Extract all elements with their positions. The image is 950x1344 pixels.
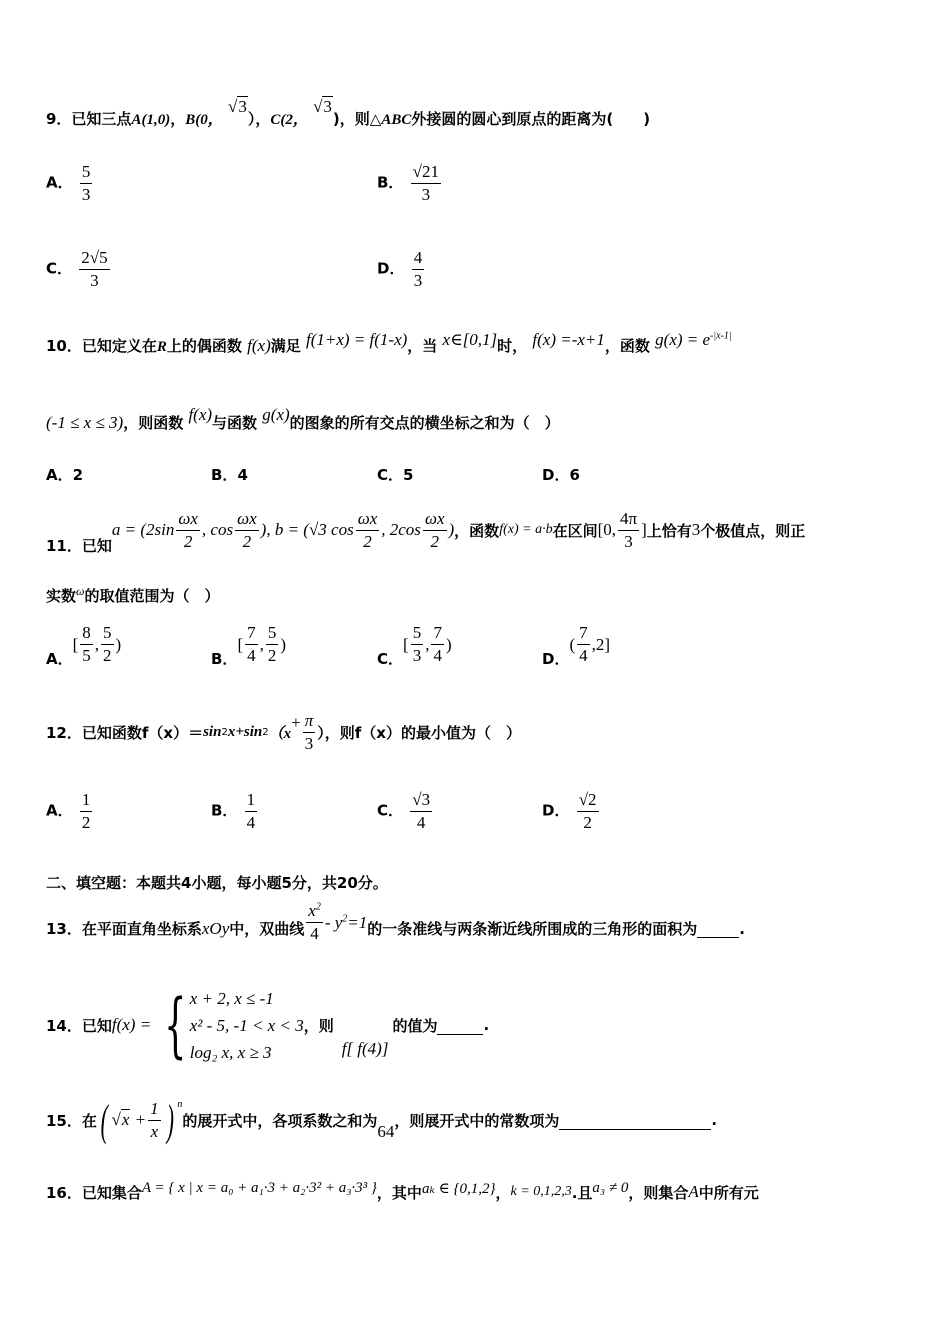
q11-interval-text: 在区间 (552, 521, 598, 540)
q10-option-b: B．4 (211, 466, 248, 484)
q10-gx2: g(x) (262, 405, 290, 424)
q10-text4: 的图象的所有交点的横坐标之和为（ ） (289, 414, 560, 432)
q10-option-c: C．5 (377, 466, 414, 484)
q11-range-text: 的取值范围为（ ） (84, 587, 220, 605)
q9-mid: ，则△ (339, 110, 382, 128)
q13-frac: $\frac{x^2}{4}$ (308, 901, 321, 943)
q10-func: ，函数 (604, 337, 650, 355)
q14-ffx: f[ f(4)] (341, 1039, 389, 1058)
q12-option-c: C． $\frac{√3}{4}$ (377, 790, 431, 832)
q10-label: 10．已知定义在 (46, 337, 157, 355)
q10-option-a: A．2 (46, 466, 84, 484)
q11-label: 11．已知 (46, 536, 112, 555)
q15-sum: 64 (377, 1122, 395, 1141)
q9-option-c (46, 248, 112, 290)
q16-k: k = 0,1,2,3 (510, 1184, 572, 1199)
q15-stem (46, 1090, 717, 1150)
q10-line2 (46, 405, 560, 433)
q10-r: R (156, 339, 167, 355)
q13-blank[interactable] (697, 919, 739, 938)
q9-paren: ) (332, 110, 340, 128)
q14-fx: f(x) = (111, 1015, 152, 1034)
q9-option-b-value: $\frac{√21}{3}$ (412, 162, 440, 204)
q16-tail2: 中所有元 (698, 1183, 759, 1202)
q11-shishu: 实数 (46, 587, 77, 605)
q10-text1: 上的偶函数 (166, 337, 242, 355)
section-heading: 二、填空题：本题共4小题，每小题5分，共20分。 (46, 874, 388, 892)
q16-label: 16．已知集合 (46, 1183, 142, 1202)
q9-point-c: C(2， (270, 112, 308, 128)
q14-end: . (483, 1016, 490, 1034)
q16-tail: ，则集合 (628, 1183, 689, 1202)
q12-option-d: D． $\frac{√2}{2}$ (542, 790, 597, 832)
q9-close-b: ）， (247, 110, 271, 128)
q10-fdef: f(x) =-x+1 (532, 330, 605, 349)
q13-mid: 中，双曲线 (229, 920, 305, 938)
q11-tail2: 个极值点，则正 (700, 521, 806, 540)
q9-option-a (46, 162, 94, 204)
q14-blank[interactable] (437, 1016, 483, 1035)
q13-stem (46, 895, 745, 950)
q15-blank[interactable] (559, 1111, 711, 1130)
q11-option-c: C． [ $\frac{5}{3}$ , $\frac{7}{4}$ ) (377, 623, 452, 668)
q15-expr: ( √x + $\frac{1}{x}$ ) n (100, 1095, 183, 1145)
q16-mid: ，其中 (376, 1183, 422, 1202)
q12-stem: 12．已知函数 f（x）＝ sin 2 x+ sin 2 （x + $\frac{\pi}{3}$ ），则 f（x） 的最小值为（ ） (46, 711, 521, 753)
q10-line1 (46, 330, 732, 356)
q9-option-d-label: D． (377, 259, 405, 278)
q16-and: .且 (571, 1183, 593, 1202)
q10-text3: 与函数 (212, 414, 258, 432)
q10-option-d: D．6 (542, 466, 580, 484)
q10-when: ，当 (407, 337, 438, 355)
q9-label: 9．已知三点 (46, 110, 132, 128)
q15-label: 15．在 (46, 1111, 97, 1130)
q9-option-c-value: $\frac{2√5}{3}$ (81, 248, 108, 290)
q9-tail: 外接圆的圆心到原点的距离为( ) (411, 110, 651, 128)
q10-interval: x∈[0,1] (442, 330, 498, 349)
q9-option-b (377, 162, 443, 204)
q10-satisfy: 满足 (270, 337, 301, 355)
q14-brace: { (164, 984, 187, 1066)
q9-sqrt-c: √3 (313, 97, 332, 116)
q12-f: f（x）＝ (141, 724, 204, 742)
q10-shi: 时， (497, 337, 528, 355)
q11-vectors: a = (2sin $\frac{\omega x}{2}$ , cos $\frac{\omega x}{2}$ ), b = (√3 cos $\frac{\omega x}{2}$ , 2cos $\frac{\omega x}{2}$ ) (111, 508, 455, 551)
q12-plus: + (291, 712, 301, 732)
q10-equation: f(1+x) = f(1-x) (305, 330, 408, 349)
q12-option-b: B． $\frac{1}{4}$ (211, 790, 256, 832)
q14-tail: 的值为 (392, 1016, 438, 1035)
q10-gdef: $g(x) = e^{-|x-1|}$ (655, 330, 732, 349)
q11-func: ，函数 (454, 521, 500, 540)
q9-sqrt-b: √3 (227, 97, 247, 116)
q9-option-d-value: $\frac{4}{3}$ (413, 248, 423, 290)
q11-tail: 上恰有 (646, 521, 692, 540)
q9-option-a-label: A． (46, 173, 73, 192)
q16-ak: aₖ ∈ {0,1,2} (421, 1180, 496, 1197)
q10-text2: ，则函数 (123, 414, 184, 432)
q13-eq: - $y^2=1$ (324, 912, 368, 932)
q12-sin2: sin (243, 724, 263, 740)
q16-set: A = { x | x = a₀ + a₁·3 + a₂·3² + a₃·3³ } (141, 1179, 377, 1196)
q12-x: x+ (227, 724, 244, 740)
q13-tail: 的一条准线与两条渐近线所围成的三角形的面积为 (367, 920, 698, 938)
q12-pi-third: $\frac{\pi}{3}$ (304, 711, 314, 753)
q11-option-d: D． ( $\frac{7}{4}$ , 2 ] (542, 623, 611, 668)
q11-option-a: A． [ $\frac{8}{5}$ , $\frac{5}{2}$ ) (46, 623, 122, 668)
q12-sin: sin (203, 724, 222, 740)
q16-stem (46, 1176, 759, 1208)
q15-tail: 的展开式中，各项系数之和为 (182, 1111, 378, 1130)
q11-fab: f(x) = a·b (499, 522, 553, 537)
q9-point-b: B(0， (185, 112, 223, 128)
q9-option-c-label: C． (46, 259, 73, 278)
q9-triangle: ABC (381, 112, 412, 128)
q9-option-d (377, 248, 426, 290)
q14-stem (46, 975, 489, 1075)
q12-paren: （x (268, 726, 292, 742)
q11-line1 (46, 500, 805, 560)
q12-label: 12．已知函数 (46, 724, 142, 742)
q11-three: 3 (691, 520, 701, 539)
q16-a3: a₃ ≠ 0 (592, 1179, 629, 1196)
q12-tail2: 的最小值为（ ） (400, 724, 521, 742)
q11-interval: [0, $\frac{4\pi}{3}$ ] (597, 508, 647, 551)
q9-point-a: A(1,0) (131, 112, 171, 128)
q12-option-a: A． $\frac{1}{2}$ (46, 790, 91, 832)
q13-label: 13．在平面直角坐标系 (46, 920, 202, 938)
q10-fx: f(x) (247, 336, 271, 355)
q14-cases: x + 2, x ≤ -1 x² - 5, -1 < x < 3 log₂ x, x ≥ 3 (189, 988, 304, 1062)
q12-tail: ），则 (317, 724, 355, 742)
q12-f2: f（x） (354, 724, 401, 742)
q11-line2 (46, 584, 220, 606)
q16-comma: ， (495, 1183, 511, 1202)
q14-label: 14．已知 (46, 1016, 112, 1035)
q13-end: . (739, 919, 745, 938)
q9-option-a-value: $\frac{5}{3}$ (81, 162, 91, 204)
q16-a: A (688, 1182, 699, 1201)
q15-tail2: ，则展开式中的常数项为 (394, 1111, 560, 1130)
q9-stem: 9．已知三点A(1,0)，B(0， √3），C(2， √3)，则△ABC外接圆的圆心到原点的距离为( ) (46, 97, 651, 128)
q10-fx2: f(x) (188, 405, 213, 424)
q11-omega: ω (76, 584, 85, 598)
q14-then: ，则 (303, 1016, 334, 1035)
q11-option-b: B． [ $\frac{7}{4}$ , $\frac{5}{2}$ ) (211, 623, 287, 668)
q9-option-b-label: B． (377, 173, 404, 192)
q15-end: . (711, 1111, 718, 1129)
q10-domain: (-1 ≤ x ≤ 3) (46, 413, 124, 432)
q13-xoy: xOy (201, 918, 230, 938)
